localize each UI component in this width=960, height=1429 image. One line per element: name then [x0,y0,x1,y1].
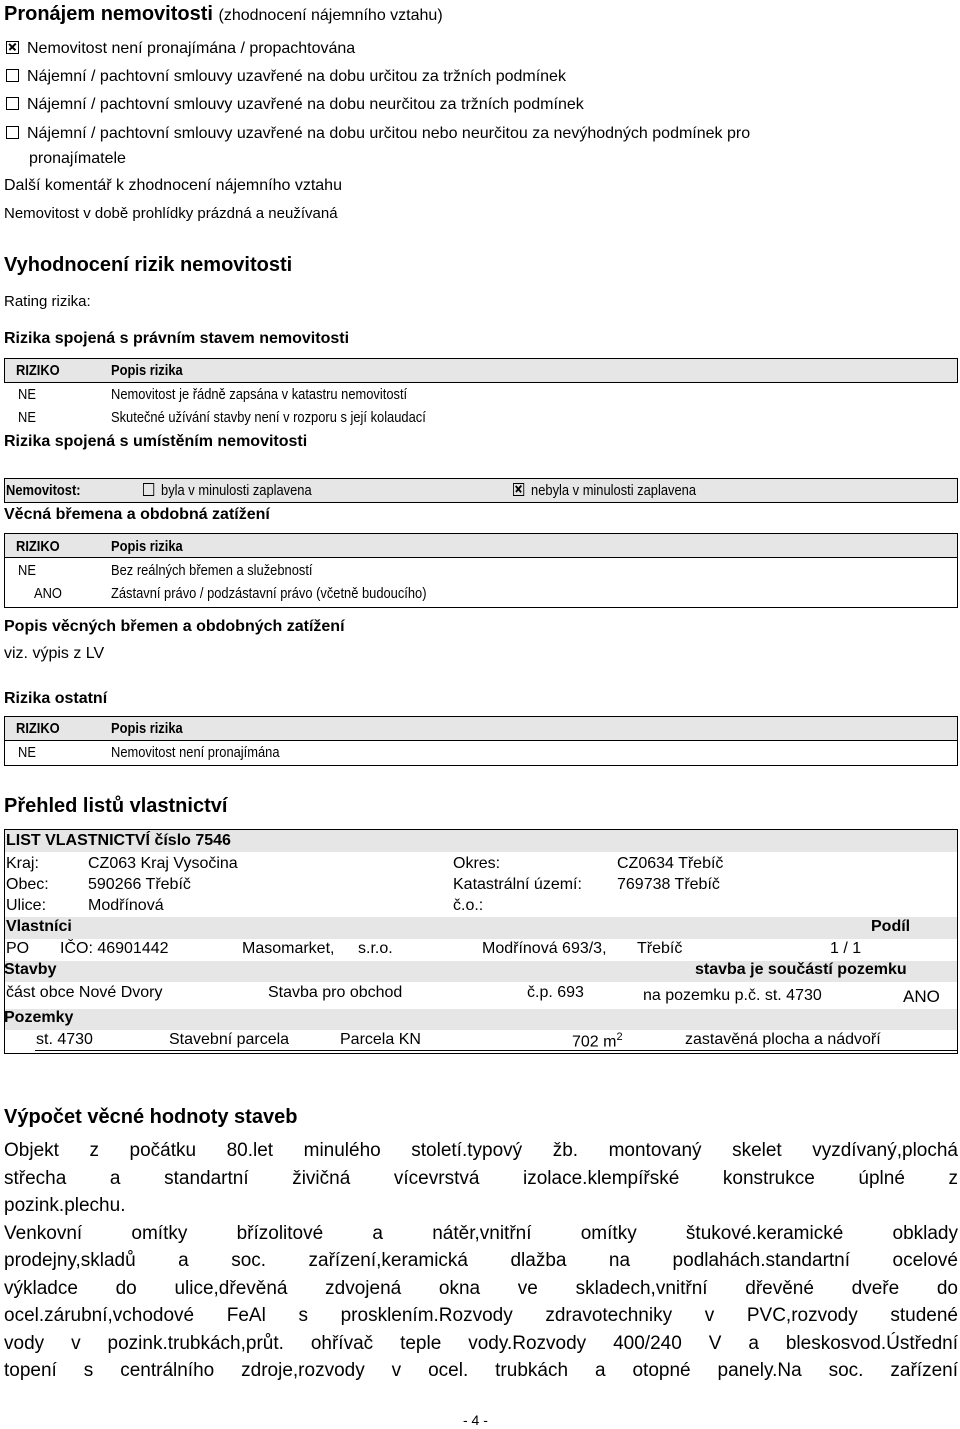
okres-value: CZ0634 Třebíč [617,855,724,872]
land-area-value: 702 m [572,1033,617,1051]
rental-heading [4,3,443,26]
valuation-line: střecha a standartní živičná vícevrstvá izolace.klempířské konstrukce úplné z [4,1167,958,1189]
easements-title: Věcná břemena a obdobná zatížení [4,506,270,523]
valuation-line: Venkovní omítky břízolitové a nátěr,vnitřní omítky štukové.keramické obklady [4,1222,958,1244]
land-label: Pozemky [4,1009,74,1026]
land-area-unit-sup: 2 [616,1031,623,1043]
risk-value: NE [18,562,36,579]
buildings-label: Stavby [4,961,57,978]
flood-option-2[interactable] [513,482,696,499]
owner-city: Třebíč [637,940,683,957]
valuation-line: pozink.plechu. [4,1195,126,1216]
land-row-underline [35,1050,957,1051]
checkbox-empty-icon[interactable] [143,483,154,496]
valuation-line: ocel.zárubní,vchodové FeAl s prosklením.Rozvody zdravotechniky v PVC,rozvody studené [4,1305,958,1326]
ku-label: Katastrální území: [453,876,582,893]
table-border [4,607,958,608]
rental-option-4[interactable] [6,125,750,143]
checkbox-checked-icon[interactable] [513,483,524,496]
building-part: část obce Nové Dvory [6,984,163,1001]
table-border [4,358,5,382]
rental-option-1[interactable] [6,40,355,58]
owner-type: PO [6,940,30,957]
owner-ico: IČO: 46901442 [60,940,169,957]
risk-value: NE [18,409,36,426]
land-header-bg [5,1009,957,1030]
table-border [957,716,958,765]
table-border [4,502,958,503]
owners-label: Vlastníci [6,918,72,935]
ku-value: 769738 Třebíč [617,876,720,893]
ulice-label: Ulice: [6,897,47,914]
risk-value: NE [18,744,36,761]
checkbox-checked-icon[interactable] [6,41,19,54]
okres-label: Okres: [453,855,501,872]
table-border [4,478,958,479]
table-border [957,358,958,382]
comment-text: Nemovitost v době prohlídky prázdná a neužívaná [4,205,338,222]
checkbox-empty-icon[interactable] [6,126,19,139]
lv-title: LIST VLASTNICTVÍ číslo 7546 [6,832,231,849]
risk-description: Bez reálných břemen a služebností [111,562,313,579]
owner-name: Masomarket, [242,940,335,957]
col-risk-header: RIZIKO [16,538,60,555]
option-label: Nemovitost není pronajímána / propachtována [27,40,356,57]
owner-form: s.r.o. [358,940,393,957]
legal-risks-title: Rizika spojená s právním stavem nemovitosti [4,330,350,347]
table-border [4,1053,958,1054]
risk-description: Nemovitost není pronajímána [111,744,280,761]
table-border [4,716,958,717]
easements-desc-text: viz. výpis z LV [4,645,105,662]
rating-label: Rating rizika: [4,293,91,310]
table-border [4,765,958,766]
option-label: Nájemní / pachtovní smlouvy uzavřené na dobu určitou nebo neurčitou za nevýhodných podmínek pro [27,125,751,142]
share-label: Podíl [871,918,911,935]
rental-title: Pronájem nemovitosti [4,3,213,25]
option-label-continuation: pronajímatele [29,150,126,167]
valuation-line: topení s centrálního zdroje,rozvody v ocel. trubkách a otopné panely.Na soc. zařízení [4,1360,958,1381]
table-border [4,478,5,502]
rental-option-2[interactable] [6,68,566,86]
owner-address: Modřínová 693/3, [482,940,607,957]
table-border [4,829,958,830]
building-cp: č.p. 693 [527,984,584,1001]
owner-share: 1 / 1 [830,940,862,957]
flood-label: Nemovitost: [6,482,81,499]
kraj-label: Kraj: [6,855,39,872]
ulice-value: Modřínová [88,897,164,914]
land-register: Parcela KN [340,1031,421,1048]
col-risk-header: RIZIKO [16,720,60,737]
location-risks-title: Rizika spojená s umístěním nemovitosti [4,433,308,450]
checkbox-empty-icon[interactable] [6,69,19,82]
valuation-text [4,1137,958,1385]
table-border [957,533,958,607]
obec-value: 590266 Třebíč [88,876,191,893]
valuation-line: prodejny,skladů a soc. zařízení,keramická dlažba na podlahách.standartní ocelové [4,1250,958,1271]
option-label: Nájemní / pachtovní smlouvy uzavřené na dobu určitou za tržních podmínek [27,68,566,85]
risk-value: ANO [34,585,62,602]
table-border [4,382,958,383]
table-border [4,533,958,534]
land-kind: Stavební parcela [169,1031,290,1048]
option-label: Nájemní / pachtovní smlouvy uzavřené na dobu neurčitou za tržních podmínek [27,96,584,113]
buildings-part-label: stavba je součástí pozemku [695,961,907,978]
other-risks-title: Rizika ostatní [4,690,108,707]
valuation-line: Objekt z počátku 80.let minulého století.typový žb. montovaný skelet vyzdívaný,plochá [4,1140,958,1161]
ownership-title: Přehled listů vlastnictví [4,795,228,817]
table-border [4,716,5,765]
valuation-line: výkladce do ulice,dřevěná zdvojená okna ve skladech,vnitřní dřevěné dveře do [4,1277,958,1299]
risk-description: Zástavní právo / podzástavní právo (včetně budoucího) [111,585,427,602]
valuation-title: Výpočet věcné hodnoty staveb [4,1106,298,1128]
table-border [4,557,958,558]
table-border [957,478,958,502]
col-risk-header: RIZIKO [16,362,60,379]
col-desc-header: Popis rizika [111,720,183,737]
rental-subtitle: (zhodnocení nájemního vztahu) [218,7,443,24]
flood-option-1[interactable] [143,482,312,499]
option-label: nebyla v minulosti zaplavena [531,482,696,499]
co-label: č.o.: [453,897,484,914]
table-border [4,533,5,607]
building-type: Stavba pro obchod [268,984,403,1001]
option-label: byla v minulosti zaplavena [161,482,312,499]
col-desc-header: Popis rizika [111,538,183,555]
risk-value: NE [18,386,36,403]
risks-title: Vyhodnocení rizik nemovitosti [4,254,293,276]
building-is-part: ANO [903,987,940,1006]
page-number: - 4 - [463,1412,488,1428]
table-border [4,358,958,359]
kraj-value: CZ063 Kraj Vysočina [88,855,238,872]
obec-label: Obec: [6,876,49,893]
owners-header-bg [5,917,957,939]
land-number: st. 4730 [36,1031,93,1048]
col-desc-header: Popis rizika [111,362,183,379]
table-border [4,740,958,741]
building-on-land: na pozemku p.č. st. 4730 [643,987,822,1004]
easements-desc-title: Popis věcných břemen a obdobných zatížení [4,618,345,635]
comment-label: Další komentář k zhodnocení nájemního vztahu [4,177,342,194]
land-use: zastavěná plocha a nádvoří [685,1031,881,1048]
table-border [957,829,958,1053]
rental-option-3[interactable] [6,96,584,114]
risk-description: Nemovitost je řádně zapsána v katastru nemovitostí [111,386,408,403]
risk-description: Skutečné užívání stavby není v rozporu s její kolaudací [111,409,426,426]
land-area [572,1031,623,1051]
checkbox-empty-icon[interactable] [6,97,19,110]
valuation-line: vody v pozink.trubkách,průt. ohřívač teple vody.Rozvody 400/240 V a bleskosvod.Ústřední [4,1332,958,1354]
